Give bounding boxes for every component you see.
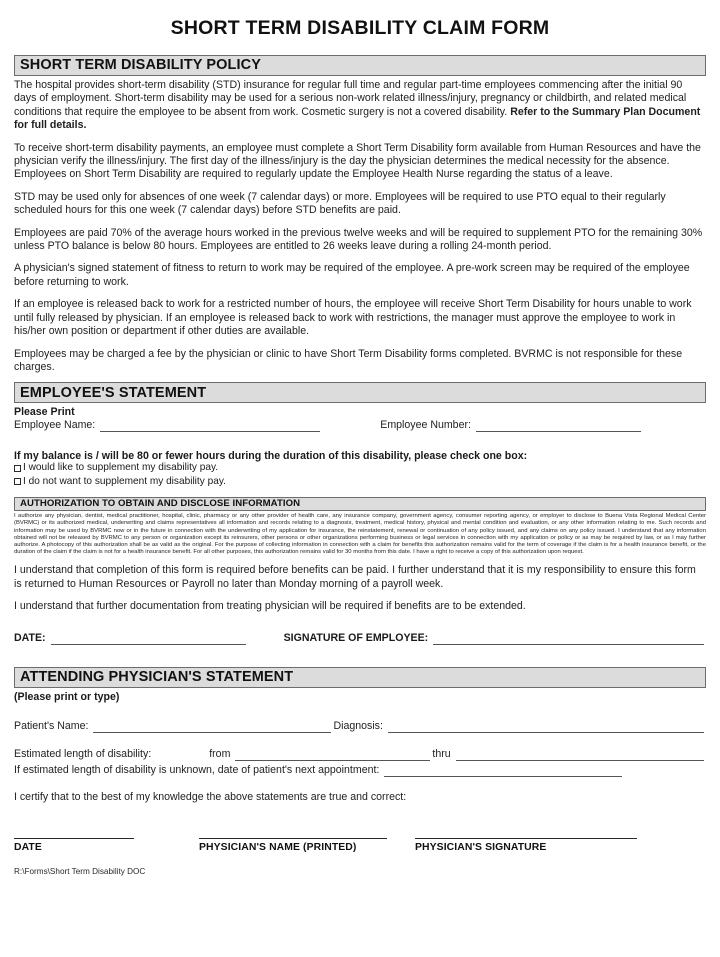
physician-signature-caption: PHYSICIAN'S SIGNATURE bbox=[415, 841, 547, 853]
spacer bbox=[14, 434, 706, 450]
checkbox-icon[interactable] bbox=[14, 478, 21, 485]
employee-signature-input[interactable] bbox=[433, 633, 704, 645]
balance-question-label: If my balance is / will be 80 or fewer hours during the duration of this disability, please check one box: bbox=[14, 450, 528, 463]
section-header-policy bbox=[14, 55, 706, 76]
thru-date-input[interactable] bbox=[456, 749, 704, 761]
spacer bbox=[14, 647, 706, 667]
patient-name-label: Patient's Name: bbox=[14, 719, 89, 732]
authorization-statement-2: I understand that further documentation from treating physician will be required if benefits are to be extended. bbox=[14, 600, 526, 613]
patient-diagnosis-row bbox=[14, 719, 706, 733]
spacer bbox=[14, 735, 706, 747]
checkbox-icon[interactable] bbox=[14, 465, 21, 472]
from-label: from bbox=[209, 747, 231, 760]
authorization-statement-1: I understand that completion of this form is required before benefits can be paid. I further understand that it is my responsibility to ensure this form is returned to Human Resources or Payroll no later than Monday morning of a payroll week. bbox=[14, 564, 696, 590]
checkbox-row-supplement-no[interactable] bbox=[14, 476, 706, 488]
next-appointment-label: If estimated length of disability is unknown, date of patient's next appointment: bbox=[14, 763, 380, 776]
policy-paragraph-1 bbox=[14, 79, 706, 133]
checkbox-label-supplement-yes: I would like to supplement my disability pay. bbox=[23, 462, 219, 474]
checkbox-label-supplement-no: I do not want to supplement my disability pay. bbox=[23, 475, 226, 487]
estimated-length-label: Estimated length of disability: bbox=[14, 747, 152, 760]
estimated-length-row bbox=[14, 747, 706, 761]
next-appointment-row bbox=[14, 763, 706, 777]
section-header-physician-statement-label: ATTENDING PHYSICIAN'S STATEMENT bbox=[20, 668, 294, 685]
next-appointment-input[interactable] bbox=[384, 765, 622, 777]
physician-certification-text: I certify that to the best of my knowledge the above statements are true and correct: bbox=[14, 790, 407, 803]
footer-file-path: R:\Forms\Short Term Disability DOC bbox=[14, 866, 146, 876]
section-header-physician-statement bbox=[14, 667, 706, 688]
physician-date-caption: DATE bbox=[14, 841, 42, 853]
physician-signature-block bbox=[14, 838, 706, 853]
section-header-authorization-label: AUTHORIZATION TO OBTAIN AND DISCLOSE INFORMATION bbox=[20, 498, 301, 510]
print-instruction-label: (Please print or type) bbox=[14, 690, 120, 703]
employee-signature-label: SIGNATURE OF EMPLOYEE: bbox=[283, 631, 429, 644]
policy-paragraph-1-bold-tail: Refer to the Summary Plan Document for full details. bbox=[14, 105, 701, 132]
policy-paragraph-2: To receive short-term disability payments, an employee must complete a Short Term Disability form available from Human Resources and have the physician verify the illness/injury. The first day of the illness/injury is the day the physician determines the medical necessity for the absence. Employees on Short Term Disability are required to regularly update the Employee Health Nurse regarding the status of a leave. bbox=[14, 141, 701, 181]
section-header-authorization bbox=[14, 497, 706, 511]
employee-number-input[interactable] bbox=[476, 420, 641, 432]
thru-label: thru bbox=[432, 747, 451, 760]
section-header-employee-statement-label: EMPLOYEE'S STATEMENT bbox=[20, 384, 207, 401]
physician-name-column bbox=[199, 838, 387, 853]
page-title: SHORT TERM DISABILITY CLAIM FORM bbox=[170, 17, 550, 39]
policy-paragraph-5: A physician's signed statement of fitness to return to work may be required of the employee. A pre-work screen may be required of the employee before returning to work. bbox=[14, 262, 690, 288]
employee-name-label: Employee Name: bbox=[14, 419, 96, 432]
physician-date-input[interactable] bbox=[14, 838, 134, 839]
patient-name-input[interactable] bbox=[93, 721, 331, 733]
employee-number-label: Employee Number: bbox=[380, 419, 471, 432]
policy-paragraph-1-text: The hospital provides short-term disability (STD) insurance for regular full time and regular part-time employees commencing after the initial 90 days of employment. Short-term disability may be used for a serious non-work related illness/injury, pregnancy or childbirth, and related medical conditions that require the employee to be absent from work. Cosmetic surgery is not a covered disability. bbox=[14, 79, 687, 118]
policy-paragraph-6: If an employee is released back to work for a restricted number of hours, the employee will receive Short Term Disability for hours unable to work until fully released by physician. If an employee is released back to work with restrictions, the manager must approve the employee to work in his/her own position or department if other duties are available. bbox=[14, 298, 692, 338]
diagnosis-input[interactable] bbox=[388, 721, 704, 733]
section-header-employee-statement bbox=[14, 382, 706, 403]
from-date-input[interactable] bbox=[235, 749, 430, 761]
policy-paragraph-7: Employees may be charged a fee by the physician or clinic to have Short Term Disability forms completed. BVRMC is not responsible for these charges. bbox=[14, 347, 683, 373]
policy-paragraph-4: Employees are paid 70% of the average hours worked in the previous twelve weeks and will be required to supplement PTO for the remaining 30% unless PTO balance is below 80 hours. Employees are entitled to 26 weeks leave during a rolling 24-month period. bbox=[14, 226, 703, 253]
employee-date-label: DATE: bbox=[14, 631, 46, 644]
employee-identity-row bbox=[14, 418, 706, 432]
physician-date-column bbox=[14, 838, 134, 853]
physician-signature-input[interactable] bbox=[415, 838, 637, 839]
authorization-fine-print: I authorize any physician, dentist, medical practitioner, hospital, clinic, pharmacy or any other provider of health care, any insurance company, government agency, consumer reporting agency, or employer to disclose to Buena Vista Regional Medical Center (BVRMC) or its authorized medical, underwriting and claims representatives all information and records relating to a diagnosis, treatment, medical history, physical and mental condition and evaluation, or any other information relating to me. Such records and information may be used by BVRMC now or in the future in connection with the underwriting of my application for insurance, the reinstatement, renewal or continuation of any policy issued, and any claims on any policy issued. I understand that any information obtained will not be released by BVRMC to any person or organization except its reinsurers, other persons or other organizations performing business or legal services in connection with my application or policy or as may be required by law, or as I may further authorize. A photocopy of this authorization shall be as valid as the original. For the purpose of collecting information in connection with a claim for benefits this authorization remains valid for the term of coverage if the claim is for a health insurance benefit, or the duration of the claim if the claim is not for a health insurance benefit. For all other purposes, this authorization remains valid for 30 months from this date. I have a right to receive a copy of this authorization upon request. bbox=[14, 513, 706, 556]
policy-paragraph-3: STD may be used only for absences of one week (7 calendar days) or more. Employees will be required to use PTO equal to their regularly scheduled hours for this one week (7 calendar days) before STD benefits are paid. bbox=[14, 190, 666, 217]
diagnosis-label: Diagnosis: bbox=[333, 719, 383, 732]
section-header-policy-label: SHORT TERM DISABILITY POLICY bbox=[20, 57, 261, 74]
spacer bbox=[14, 623, 706, 631]
employee-name-input[interactable] bbox=[100, 420, 320, 432]
spacer bbox=[14, 703, 706, 719]
employee-date-input[interactable] bbox=[51, 633, 246, 645]
please-print-label: Please Print bbox=[14, 406, 75, 419]
spacer bbox=[14, 489, 706, 497]
employee-signature-row bbox=[14, 631, 706, 645]
physician-signature-column bbox=[415, 838, 637, 853]
physician-name-input[interactable] bbox=[199, 838, 387, 839]
checkbox-row-supplement-yes[interactable] bbox=[14, 462, 706, 474]
physician-name-caption: PHYSICIAN'S NAME (PRINTED) bbox=[199, 841, 357, 853]
spacer bbox=[14, 779, 706, 791]
